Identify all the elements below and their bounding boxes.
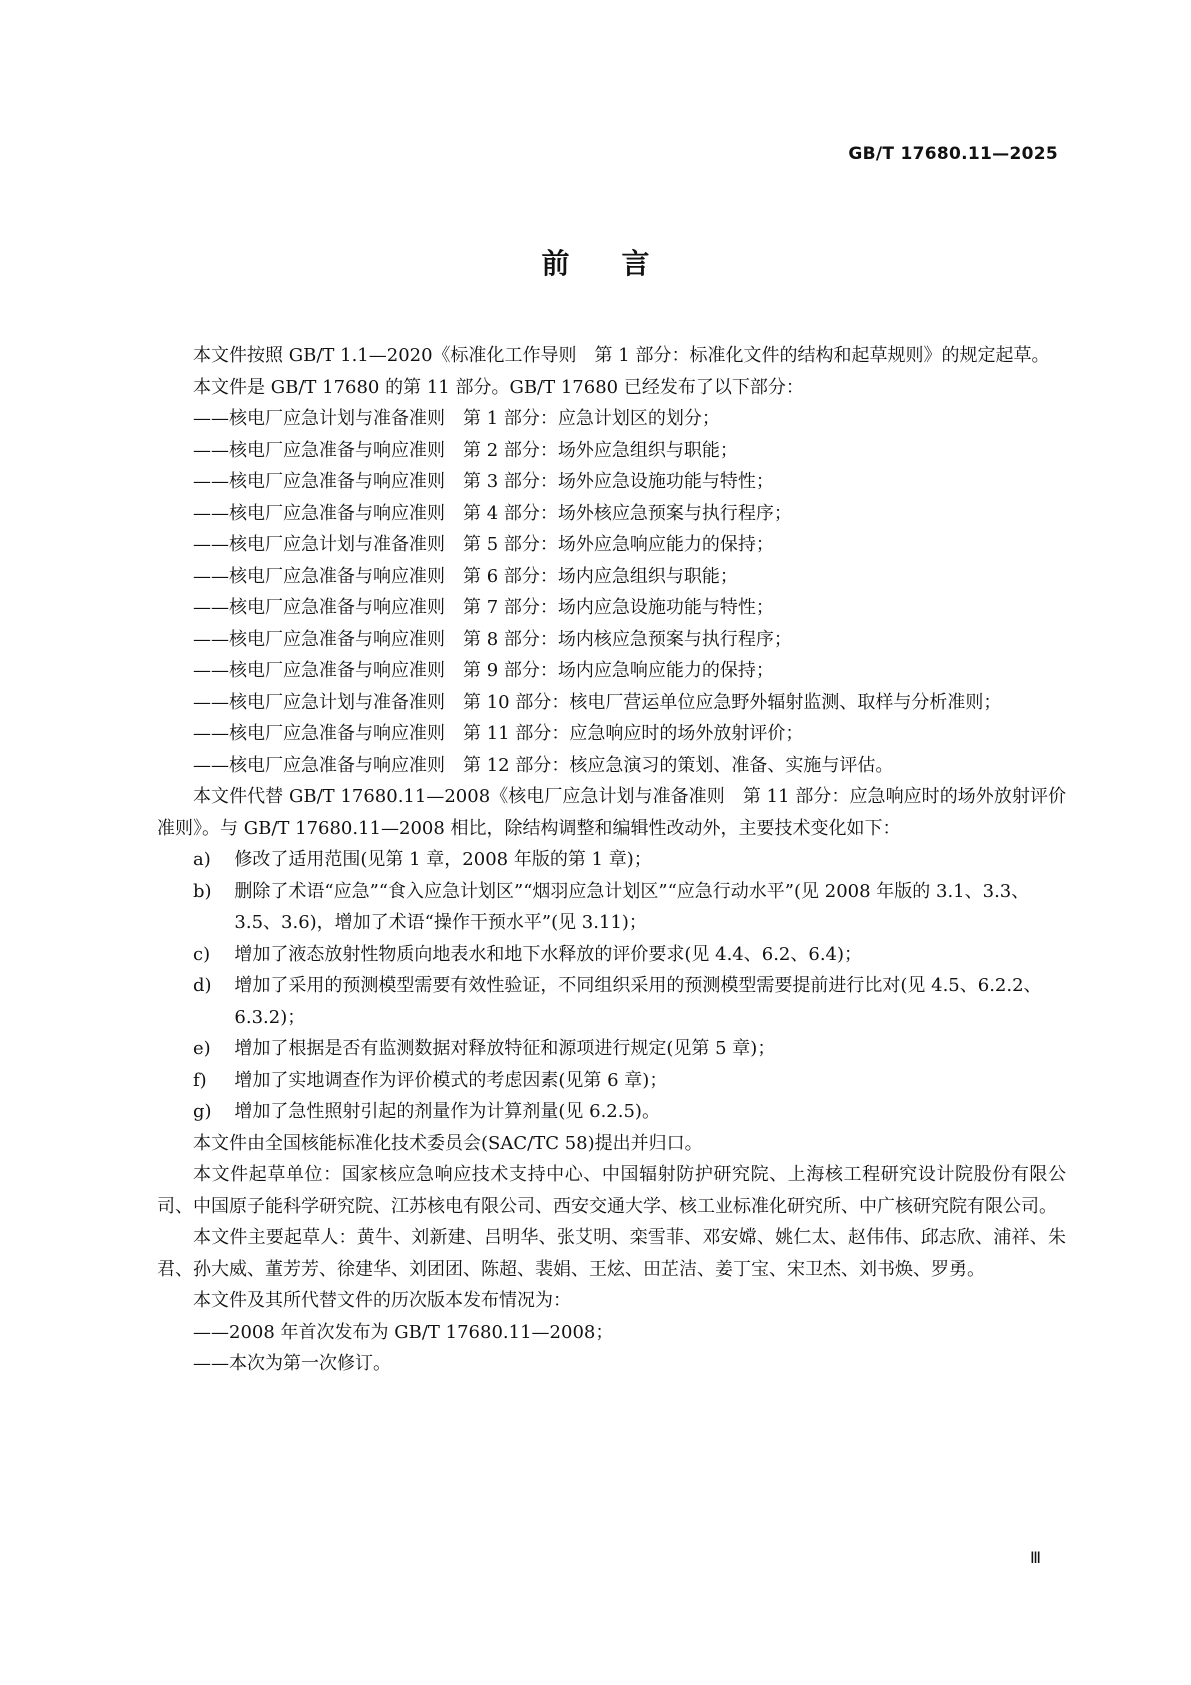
- page-number: Ⅲ: [1029, 1548, 1041, 1567]
- drafters-paragraph: 本文件主要起草人：黄牛、刘新建、吕明华、张艾明、栾雪菲、邓安嫦、姚仁太、赵伟伟、邱志欣、浦祥、朱君、孙大威、董芳芳、徐建华、刘团团、陈超、裴娟、王炫、田芷洁、姜丁宝、宋卫杰、刘书焕、罗勇。: [157, 1227, 1066, 1280]
- list-item: ——核电厂应急准备与响应准则 第 2 部分：场外应急组织与职能；: [193, 439, 738, 461]
- list-marker: f): [193, 1069, 207, 1091]
- list-marker: e): [193, 1038, 211, 1059]
- list-item-text: 增加了采用的预测模型需要有效性验证，不同组织采用的预测模型需要提前进行比对(见 4.5、6.2.2、6.3.2)；: [234, 975, 1042, 1028]
- list-marker: a): [193, 849, 211, 870]
- list-item: ——2008 年首次发布为 GB/T 17680.11—2008；: [193, 1321, 614, 1343]
- changes-list: [157, 844, 1066, 1128]
- list-item: ——核电厂应急准备与响应准则 第 8 部分：场内核应急预案与执行程序；: [193, 628, 792, 650]
- list-item: [193, 1065, 1066, 1097]
- drafting-units-paragraph: 本文件起草单位：国家核应急响应技术支持中心、中国辐射防护研究院、上海核工程研究设计院股份有限公司、中国原子能科学研究院、江苏核电有限公司、西安交通大学、核工业标准化研究所、中广核研究院有限公司。: [157, 1164, 1066, 1217]
- list-item: ——核电厂应急准备与响应准则 第 7 部分：场内应急设施功能与特性；: [193, 597, 774, 618]
- standard-number: GB/T 17680.11—2025: [848, 144, 1058, 164]
- list-item: [193, 876, 1066, 939]
- list-item: [193, 1096, 1066, 1128]
- proposer-paragraph: 本文件由全国核能标准化技术委员会(SAC/TC 58)提出并归口。: [193, 1132, 703, 1154]
- list-marker: g): [193, 1101, 212, 1122]
- list-item: ——核电厂应急准备与响应准则 第 3 部分：场外应急设施功能与特性；: [193, 471, 774, 492]
- intro-paragraph-2: 本文件是 GB/T 17680 的第 11 部分。GB/T 17680 已经发布了以下部分：: [193, 376, 804, 398]
- list-marker: c): [193, 943, 211, 965]
- list-item-text: 增加了实地调查作为评价模式的考虑因素(见第 6 章)；: [234, 1069, 668, 1091]
- list-item: [193, 939, 1066, 971]
- history-list: [157, 1317, 1066, 1380]
- document-body: [157, 340, 1066, 1380]
- list-item-text: 增加了急性照射引起的剂量作为计算剂量(见 6.2.5)。: [234, 1101, 660, 1122]
- list-marker: d): [193, 975, 212, 996]
- list-item: ——本次为第一次修订。: [193, 1353, 391, 1374]
- title-char-1: 前: [541, 247, 570, 280]
- list-item: ——核电厂应急准备与响应准则 第 6 部分：场内应急组织与职能；: [193, 565, 738, 587]
- list-item-text: 增加了液态放射性物质向地表水和地下水释放的评价要求(见 4.4、6.2、6.4)；: [234, 943, 863, 965]
- title-char-2: 言: [621, 247, 650, 280]
- parts-list: [157, 403, 1066, 781]
- list-item: ——核电厂应急计划与准备准则 第 5 部分：场外应急响应能力的保持；: [193, 534, 774, 555]
- list-item: [193, 970, 1066, 1033]
- intro-paragraph-1: 本文件按照 GB/T 1.1—2020《标准化工作导则 第 1 部分：标准化文件的结构和起草规则》的规定起草。: [193, 345, 1050, 366]
- list-item: ——核电厂应急准备与响应准则 第 9 部分：场内应急响应能力的保持；: [193, 660, 774, 681]
- replacement-paragraph: 本文件代替 GB/T 17680.11—2008《核电厂应急计划与准备准则 第 11 部分：应急响应时的场外放射评价准则》。与 GB/T 17680.11—2008 相比，除结构调整和编辑性改动外，主要技术变化如下：: [157, 786, 1066, 839]
- history-intro-paragraph: 本文件及其所代替文件的历次版本发布情况为：: [193, 1290, 571, 1311]
- list-marker: b): [193, 880, 212, 902]
- list-item: [193, 1033, 1066, 1065]
- list-item-text: 修改了适用范围(见第 1 章，2008 年版的第 1 章)；: [234, 849, 652, 870]
- list-item: ——核电厂应急准备与响应准则 第 11 部分：应急响应时的场外放射评价；: [193, 723, 804, 744]
- list-item: ——核电厂应急准备与响应准则 第 4 部分：场外核应急预案与执行程序；: [193, 502, 792, 524]
- list-item: ——核电厂应急计划与准备准则 第 1 部分：应急计划区的划分；: [193, 408, 720, 429]
- list-item-text: 增加了根据是否有监测数据对释放特征和源项进行规定(见第 5 章)；: [234, 1038, 776, 1059]
- list-item: ——核电厂应急计划与准备准则 第 10 部分：核电厂营运单位应急野外辐射监测、取样与分析准则；: [193, 691, 1002, 713]
- list-item: ——核电厂应急准备与响应准则 第 12 部分：核应急演习的策划、准备、实施与评估。: [193, 754, 894, 776]
- page-title: [0, 242, 1191, 282]
- list-item-text: 删除了术语“应急”“食入应急计划区”“烟羽应急计划区”“应急行动水平”(见 2008 年版的 3.1、3.3、3.5、3.6)，增加了术语“操作干预水平”(见 3.11)；: [234, 880, 1030, 933]
- list-item: [193, 844, 1066, 876]
